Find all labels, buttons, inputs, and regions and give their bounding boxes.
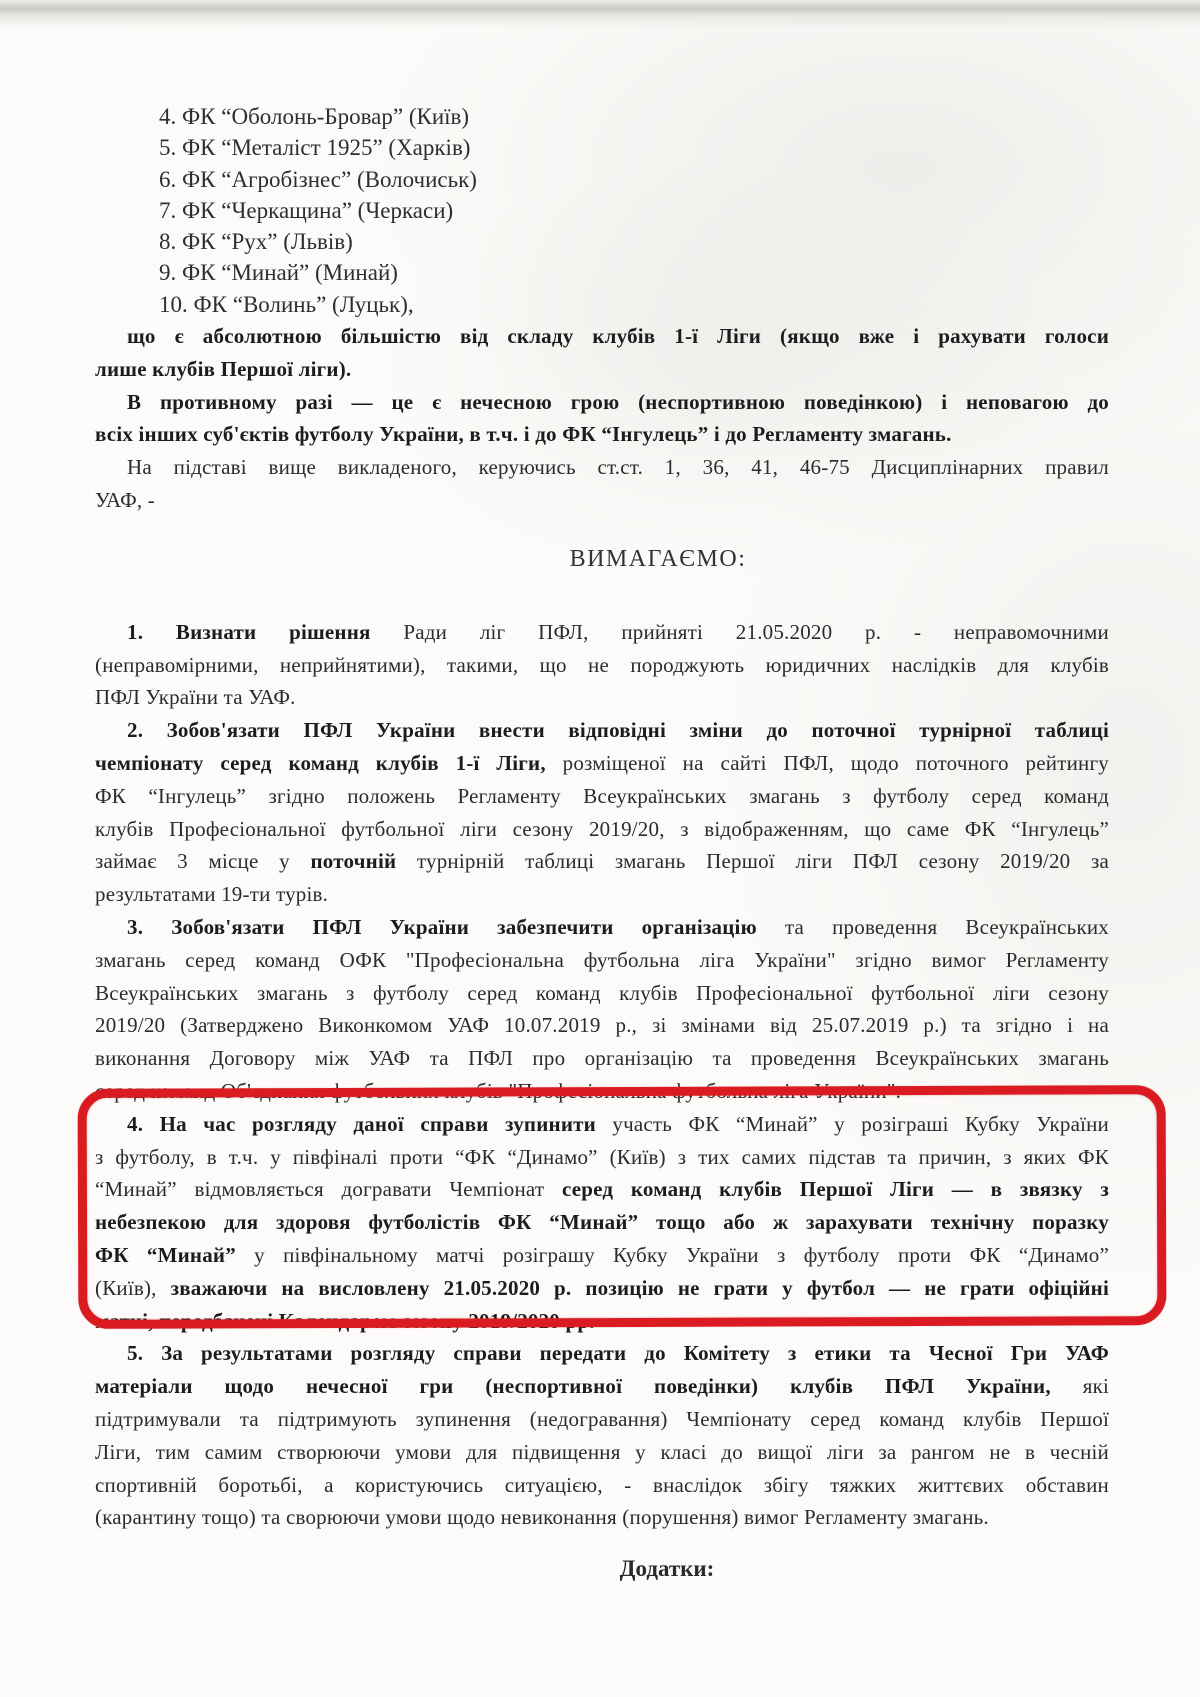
text-line: (Київ), зважаючи на висловлену 21.05.2020 р. позицію не грати у футбол — не грати офіційні	[95, 1275, 1109, 1300]
text-line: підтримували та підтримують зупинення (недогравання) Чемпіонату серед команд клубів Першої	[95, 1406, 1109, 1431]
demand-5	[95, 1337, 1109, 1534]
text-line: виконання Договору між УАФ та ПФЛ про організацію та проведення Всеукраїнських змагань	[95, 1046, 1109, 1071]
text-line: (карантину тощо) та сворюючи умови щодо невиконання (порушення) вимог Регламенту змагань.	[95, 1505, 989, 1530]
text-line: спортивній боротьбі, а користуючись ситуацією, - внаслідок збігу тяжких життєвих обставин	[95, 1472, 1109, 1497]
text-line: 3. Зобов'язати ПФЛ України забезпечити організацію та проведення Всеукраїнських	[127, 915, 1109, 940]
demand-1	[95, 616, 1109, 714]
text-line: займає 3 місце у поточній турнірній таблиці змагань Першої ліги ПФЛ сезону 2019/20 за	[95, 849, 1109, 874]
text-line: 4. На час розгляду даної справи зупинити участь ФК “Минай” у розіграші Кубку України	[127, 1111, 1109, 1136]
text-line: 5. За результатами розгляду справи передати до Комітету з етики та Чесної Гри УАФ	[127, 1341, 1109, 1366]
demand-4-highlighted	[95, 1108, 1109, 1338]
text-line: 1. Визнати рішення Ради ліг ПФЛ, прийняті 21.05.2020 р. - неправомочними	[127, 619, 1109, 644]
text-line: серед команд Об'єднання футбольних клубів "Професіональна футбольна ліга України".	[95, 1079, 902, 1104]
demands-heading: ВИМАГАЄМО:	[569, 545, 747, 572]
club-list-item: 5. ФК “Металіст 1925” (Харків)	[159, 135, 471, 161]
paragraph-legal-basis	[95, 451, 1109, 517]
paragraph-majority	[95, 320, 1109, 386]
text-line: всіх інших суб'єктів футболу України, в т.ч. і до ФК “Інгулець” і до Регламенту змагань.	[95, 422, 952, 447]
text-line: небезпекою для здоровя футболістів ФК “Минай” тощо або ж зарахувати технічну поразку	[95, 1210, 1109, 1235]
text-line: ФК “Інгулець” згідно положень Регламенту Всеукраїнських змагань з футболу серед команд	[95, 783, 1109, 808]
club-list	[159, 101, 1109, 320]
text-line: УАФ, -	[95, 488, 155, 513]
demand-2	[95, 714, 1109, 911]
text-line: клубів Професіональної футбольної ліги сезону 2019/20, з відображенням, що саме ФК “Інгулець”	[95, 816, 1109, 841]
demand-3	[95, 911, 1109, 1108]
club-list-item: 4. ФК “Оболонь-Бровар” (Київ)	[159, 104, 470, 129]
text-line: змагань серед команд ОФК "Професіональна футбольна ліга України" згідно вимог Регламенту	[95, 947, 1109, 972]
text-line: 2019/20 (Затверджено Виконкомом УАФ 10.07.2019 р., зі змінами від 25.07.2019 р.) та згідно і на	[95, 1013, 1109, 1038]
text-line: матеріали щодо нечесної гри (неспортивної поведінки) клубів ПФЛ України, які	[95, 1374, 1109, 1399]
club-list-item: 8. ФК “Рух” (Львів)	[159, 229, 353, 255]
paragraph-unfair-play	[95, 386, 1109, 452]
text-line: ФК “Минай” у півфінальному матчі розіграшу Кубку України з футболу проти ФК “Динамо”	[95, 1243, 1109, 1267]
club-list-item: 9. ФК “Минай” (Минай)	[159, 260, 398, 286]
text-line: ПФЛ України та УАФ.	[95, 685, 296, 710]
text-line: матчі, передбачені Календарем сезону 2019/2020 рр.	[95, 1308, 595, 1333]
club-list-item: 10. ФК “Волинь” (Луцьк),	[159, 291, 414, 317]
text-line: що є абсолютною більшістю від складу клубів 1-ї Ліги (якщо вже і рахувати голоси	[127, 324, 1109, 349]
text-line: 2. Зобов'язати ПФЛ України внести відповідні зміни до поточної турнірної таблиці	[127, 718, 1109, 743]
text-line: результатами 19-ти турів.	[95, 882, 329, 907]
text-line: чемпіонату серед команд клубів 1-ї Ліги, розміщеної на сайті ПФЛ, щодо поточного рейтингу	[95, 751, 1109, 776]
text-line: В противному разі — це є нечесною грою (неспортивною поведінкою) і неповагою до	[127, 389, 1109, 414]
text-line: з футболу, в т.ч. у півфіналі проти “ФК “Динамо” (Київ) з тих самих підстав та причин, з яких ФК	[95, 1144, 1109, 1169]
text-line: “Минай” відмовляється догравати Чемпіонат серед команд клубів Першої Ліги — в звязку з	[95, 1177, 1109, 1202]
club-list-item: 6. ФК “Агробізнес” (Волочиськ)	[159, 166, 477, 192]
attachments-heading: Додатки:	[619, 1556, 715, 1582]
text-line: Ліги, тим самим створюючи умови для підвищення у класі до вищої ліги за рангом не в чесній	[95, 1439, 1109, 1464]
document-body	[95, 101, 1109, 1584]
text-line: На підставі вище викладеного, керуючись ст.ст. 1, 36, 41, 46-75 Дисциплінарних правил	[127, 455, 1109, 480]
text-line: лише клубів Першої ліги).	[95, 356, 352, 381]
text-line: Всеукраїнських змагань з футболу серед команд клубів Професіональної футбольної ліги сезону	[95, 980, 1109, 1005]
text-line: (неправомірними, неприйнятими), такими, що не породжують юридичних наслідків для клубів	[95, 652, 1109, 677]
club-list-item: 7. ФК “Черкащина” (Черкаси)	[159, 197, 454, 223]
